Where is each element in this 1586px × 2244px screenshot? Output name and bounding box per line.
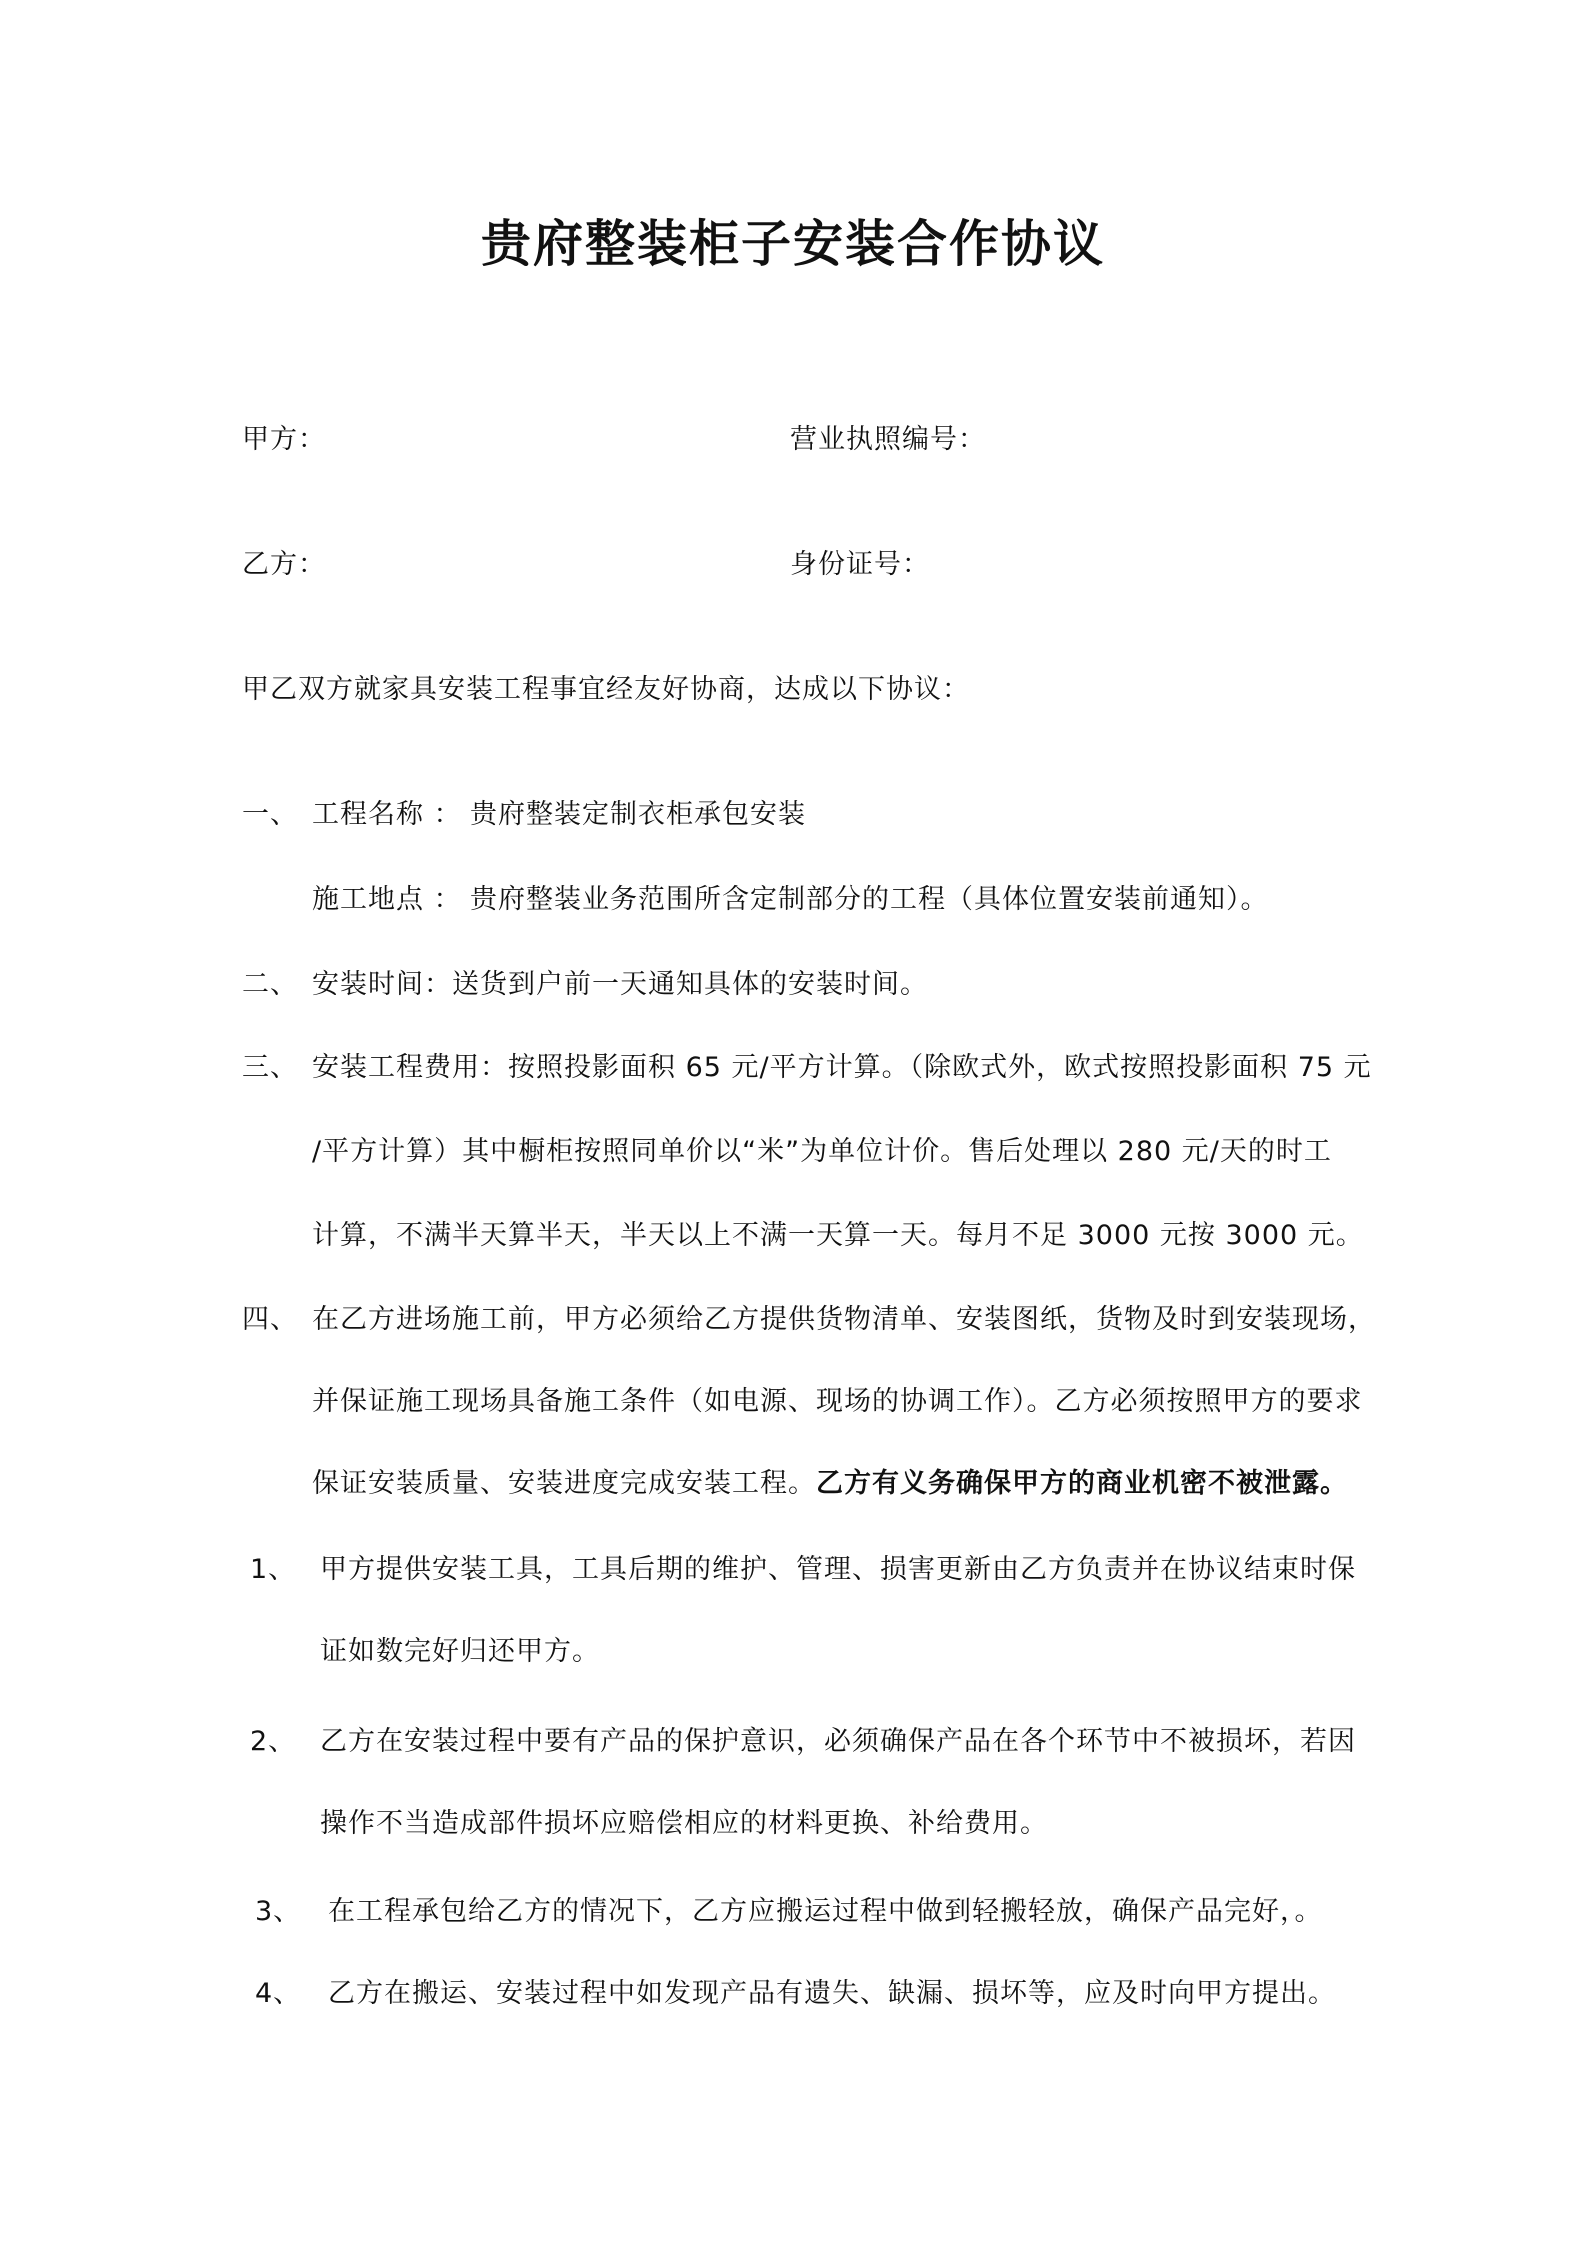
clause-1-site-value: 贵府整装业务范围所含定制部分的工程（具体位置安装前通知）。 xyxy=(470,884,1269,915)
party-b-label: 乙方： xyxy=(242,549,326,580)
item-2-line-2: 操作不当造成部件损坏应赔偿相应的材料更换、补给费用。 xyxy=(320,1808,1048,1839)
party-a-label: 甲方： xyxy=(242,424,326,455)
item-1-line-1: 甲方提供安装工具，工具后期的维护、管理、损害更新由乙方负责并在协议结束时保 xyxy=(320,1554,1356,1585)
clause-4-line-3 xyxy=(312,1464,1348,1504)
license-number-label: 营业执照编号： xyxy=(790,424,986,455)
clause-1-number: 一、 xyxy=(242,799,298,830)
clause-1-project-label: 工程名称 ： xyxy=(312,799,462,830)
item-3-number: 3、 xyxy=(255,1896,302,1927)
clause-4-line-1: 在乙方进场施工前，甲方必须给乙方提供货物清单、安装图纸，货物及时到安装现场， xyxy=(312,1304,1376,1335)
clause-3-line-2: /平方计算）其中橱柜按照同单价以“米”为单位计价。售后处理以 280 元/天的时工 xyxy=(312,1136,1332,1167)
document-title: 贵府整装柜子安装合作协议 xyxy=(481,215,1105,273)
item-1-line-2: 证如数完好归还甲方。 xyxy=(320,1636,600,1667)
intro-text: 甲乙双方就家具安装工程事宜经友好协商，达成以下协议： xyxy=(242,674,970,705)
confidentiality-emphasis: 乙方有义务确保甲方的商业机密不被泄露。 xyxy=(816,1468,1348,1499)
item-1-number: 1、 xyxy=(250,1554,297,1585)
clause-1-site-label: 施工地点 ： xyxy=(312,884,462,915)
clause-3-line-1: 安装工程费用：按照投影面积 65 元/平方计算。（除欧式外，欧式按照投影面积 75 元 xyxy=(312,1052,1372,1083)
clause-4-number: 四、 xyxy=(242,1304,298,1335)
clause-3-number: 三、 xyxy=(242,1052,298,1083)
item-3-text: 在工程承包给乙方的情况下，乙方应搬运过程中做到轻搬轻放，确保产品完好，。 xyxy=(328,1896,1323,1927)
clause-4-line-3-text: 保证安装质量、安装进度完成安装工程。 xyxy=(312,1468,816,1499)
clause-1-project-value: 贵府整装定制衣柜承包安装 xyxy=(470,799,806,830)
item-2-line-1: 乙方在安装过程中要有产品的保护意识，必须确保产品在各个环节中不被损坏，若因 xyxy=(320,1726,1356,1757)
clause-2-text: 安装时间：送货到户前一天通知具体的安装时间。 xyxy=(312,969,928,1000)
clause-2-number: 二、 xyxy=(242,969,298,1000)
clause-4-line-2: 并保证施工现场具备施工条件（如电源、现场的协调工作）。乙方必须按照甲方的要求 xyxy=(312,1386,1363,1417)
item-4-number: 4、 xyxy=(255,1978,302,2009)
clause-3-line-3: 计算，不满半天算半天，半天以上不满一天算一天。每月不足 3000 元按 3000 元。 xyxy=(312,1220,1364,1251)
item-2-number: 2、 xyxy=(250,1726,297,1757)
item-4-text: 乙方在搬运、安装过程中如发现产品有遗失、缺漏、损坏等，应及时向甲方提出。 xyxy=(328,1978,1336,2009)
id-number-label: 身份证号： xyxy=(790,549,930,580)
